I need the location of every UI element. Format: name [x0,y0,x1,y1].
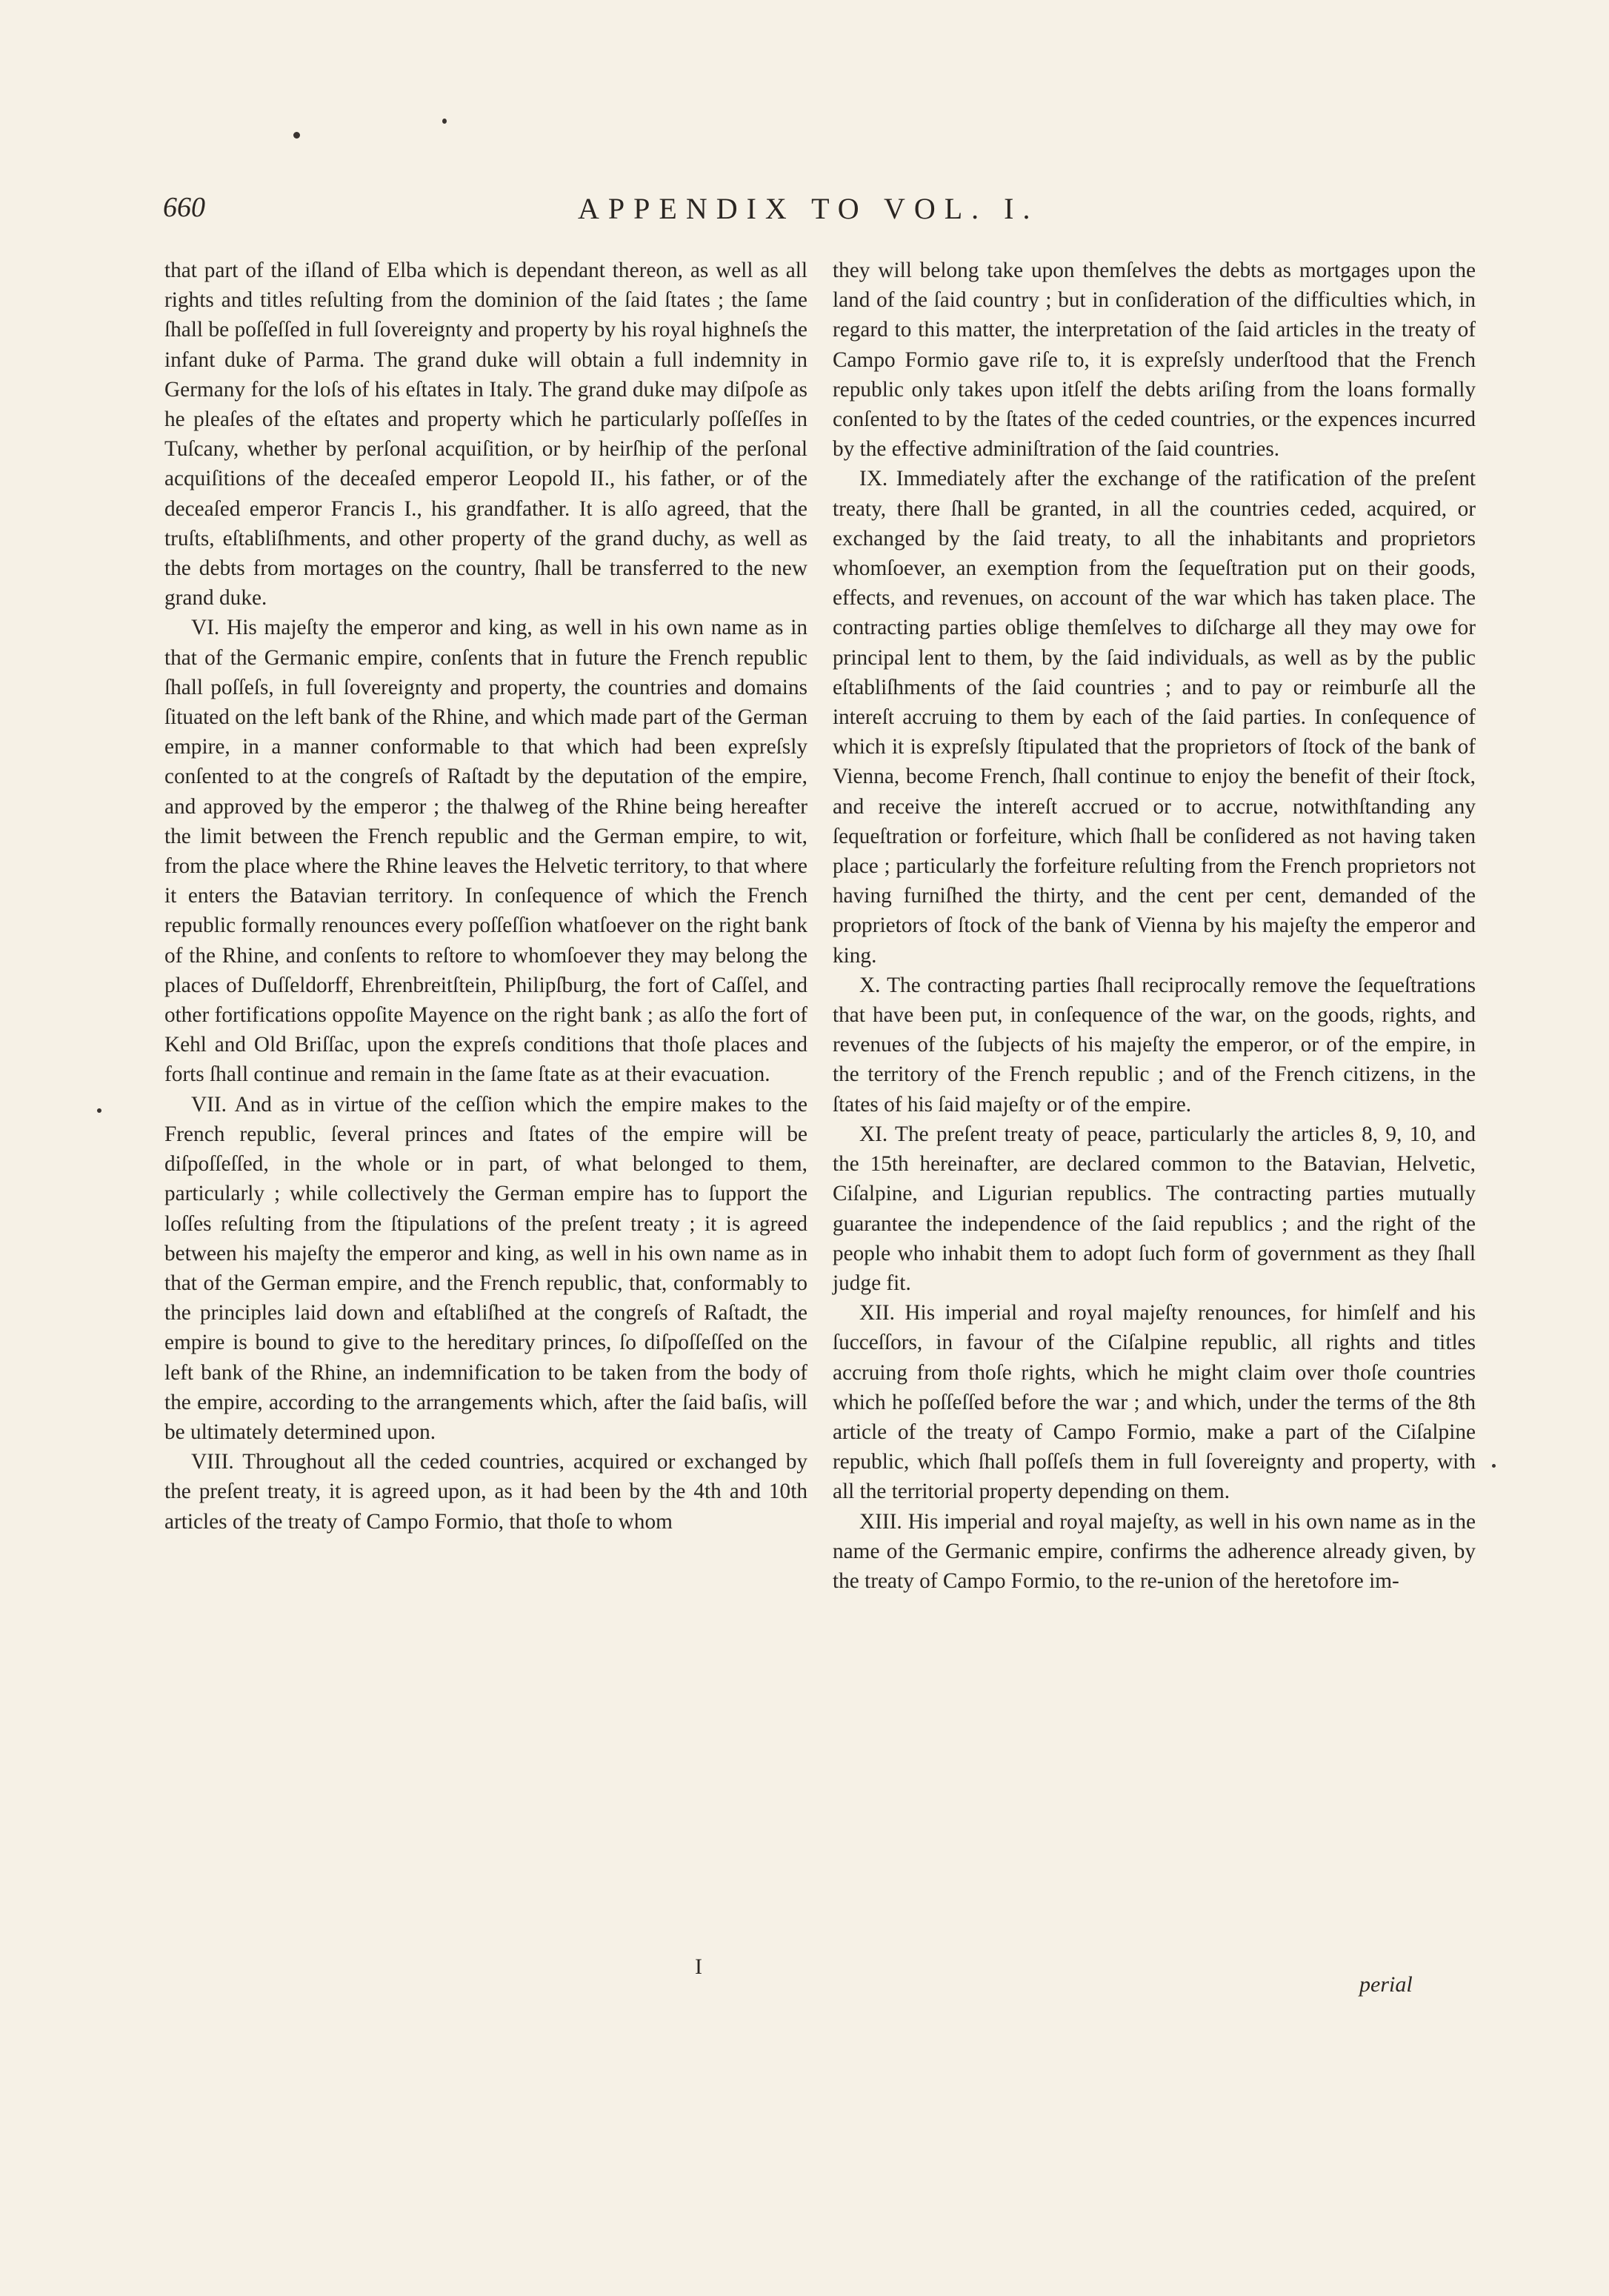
paragraph: they will belong take upon themſelves the debts as mortgages upon the land of the ſaid country ; but in conſideration of the difficulties which, in regard to this matter, the interpretation of the ſaid articles in the treaty of Campo Formio gave riſe to, it is expreſsly underſtood that the French republic only takes upon itſelf the debts ariſing from the loans formally conſented to by the ſtates of the ceded countries, or the expences incurred by the effective adminiſtration of the ſaid countries. [833,259,1476,462]
signature-mark: I [695,1954,702,1979]
paragraph-article-viii: VIII. Throughout all the ceded countries, acquired or exchanged by the preſent treaty, it is agreed upon, as it had been by the 4th and 10th articles of the treaty of Campo Formio, that thoſe to whom [164,1450,807,1534]
paragraph-article-xi: XI. The preſent treaty of peace, particularly the articles 8, 9, 10, and the 15th hereinafter, are declared common to the Batavian, Helvetic, Ciſalpine, and Ligurian republics. The contracting parties mutually guarantee the independence of the ſaid republics ; and the right of the people who inhabit them to adopt ſuch form of government as they ſhall judge fit. [833,1122,1476,1295]
paragraph-article-xiii: XIII. His imperial and royal majeſty, as well in his own name as in the name of the Germanic empire, confirms the adherence already given, by the treaty of Campo Formio, to the re-union of the heretofore im- [833,1509,1476,1593]
paragraph-article-vi: VI. His majeſty the emperor and king, as well in his own name as in that of the Germanic empire, conſents that in future the French republic ſhall poſſeſs, in full ſovereignty and property, the countries and domains ſituated on the left bank of the Rhine, and which made part of the German empire, in a manner conformable to that which had been expreſsly conſented to at the congreſs of Raſtadt by the deputation of the empire, and approved by the emperor ; the thalweg of the Rhine being hereafter the limit between the French republic and the German empire, to wit, from the place where the Rhine leaves the Helvetic territory, to that where it enters the Batavian territory. In conſequence of which the French republic formally renounces every poſſeſſion whatſoever on the right bank of the Rhine, and conſents to reſtore to whomſoever they may belong the places of Duſſeldorff, Ehrenbreitſtein, Philipſburg, the fort of Caſſel, and other fortifications oppoſite Mayence on the right bank ; as alſo the fort of Kehl and Old Briſſac, upon the expreſs conditions that thoſe places and forts ſhall continue and remain in the ſame ſtate as at their evacuation. [164,616,807,1087]
right-column [833,256,1476,1596]
ink-speck [1492,1464,1496,1468]
paragraph-article-xii: XII. His imperial and royal majeſty renounces, for himſelf and his ſucceſſors, in favour of the Ciſalpine republic, all rights and titles accruing from thoſe rights, which he might claim over thoſe countries which he poſſeſſed before the war ; and which, under the terms of the 8th article of the treaty of Campo Formio, make a part of the Ciſalpine republic, which ſhall poſſeſs them in full ſovereignty and property, with all the territorial property depending on them. [833,1301,1476,1504]
paragraph-article-vii: VII. And as in virtue of the ceſſion which the empire makes to the French republic, ſeveral princes and ſtates of the empire will be diſpoſſeſſed, in the whole or in part, of what belonged to them, particularly ; while collectively the German empire has to ſupport the loſſes reſulting from the ſtipulations of the preſent treaty ; it is agreed between his majeſty the emperor and king, as well in his own name as in that of the German empire, and the French republic, that, conformably to the principles laid down and eſtabliſhed at the congreſs of Raſtadt, the empire is bound to give to the hereditary princes, ſo diſpoſſeſſed on the left bank of the Rhine, an indemnification to be taken from the body of the empire, according to the arrangements which, after the ſaid baſis, will be ultimately determined upon. [164,1092,807,1444]
paragraph: that part of the iſland of Elba which is dependant thereon, as well as all rights and titles reſulting from the dominion of the ſaid ſtates ; the ſame ſhall be poſſeſſed in full ſovereignty and property by his royal highneſs the infant duke of Parma. The grand duke will obtain a full indemnity in Germany for the loſs of his eſtates in Italy. The grand duke may diſpoſe as he pleaſes of the eſtates and property which he particularly poſſeſſes in Tuſcany, whether by perſonal acquiſition, or by heirſhip of the perſonal acquiſitions of the deceaſed emperor Leopold II., his father, or of the deceaſed emperor Francis I., his grandfather. It is alſo agreed, that the truſts, eſtabliſhments, and other property of the grand duchy, as well as the debts from mortages on the country, ſhall be transferred to the new grand duke. [164,259,807,610]
page-header [163,191,1482,236]
catchword: perial [1359,1972,1413,1997]
paragraph-article-x: X. The contracting parties ſhall reciprocally remove the ſequeſtrations that have been put, in conſequence of the war, on the goods, rights, and revenues of the ſubjects of his majeſty the emperor, or of the empire, in the territory of the French republic ; and of the French citizens, in the ſtates of his ſaid majeſty or of the empire. [833,973,1476,1117]
ink-speck [293,132,300,139]
page-number: 660 [163,192,205,223]
running-head: APPENDIX TO VOL. I. [578,192,1039,225]
paragraph-article-ix: IX. Immediately after the exchange of the ratification of the preſent treaty, there ſhall be granted, in all the countries ceded, acquired, or exchanged by the ſaid treaty, to all the inhabitants and proprietors whomſoever, an exemption from the ſequeſtration put on their goods, effects, and revenues, on account of the war which has taken place. The contracting parties oblige themſelves to diſcharge all they may owe for principal lent to them, by the ſaid individuals, as well as by the public eſtabliſhments of the ſaid countries ; and to pay or reimburſe all the intereſt accruing to them by each of the ſaid parties. In conſequence of which it is expreſsly ſtipulated that the proprietors of ſtock of the bank of Vienna, become French, ſhall continue to enjoy the benefit of their ſtock, and receive the intereſt accrued or to accrue, notwithſtanding any ſequeſtration or forfeiture, which ſhall be conſidered as not having taken place ; particularly the forfeiture reſulting from the French proprietors not having furniſhed the thirty, and the cent per cent, demanded of the proprietors of ſtock of the bank of Vienna by his majeſty the emperor and king. [833,467,1476,968]
left-column [164,256,807,1537]
ink-speck [442,119,447,124]
ink-speck [97,1108,101,1113]
